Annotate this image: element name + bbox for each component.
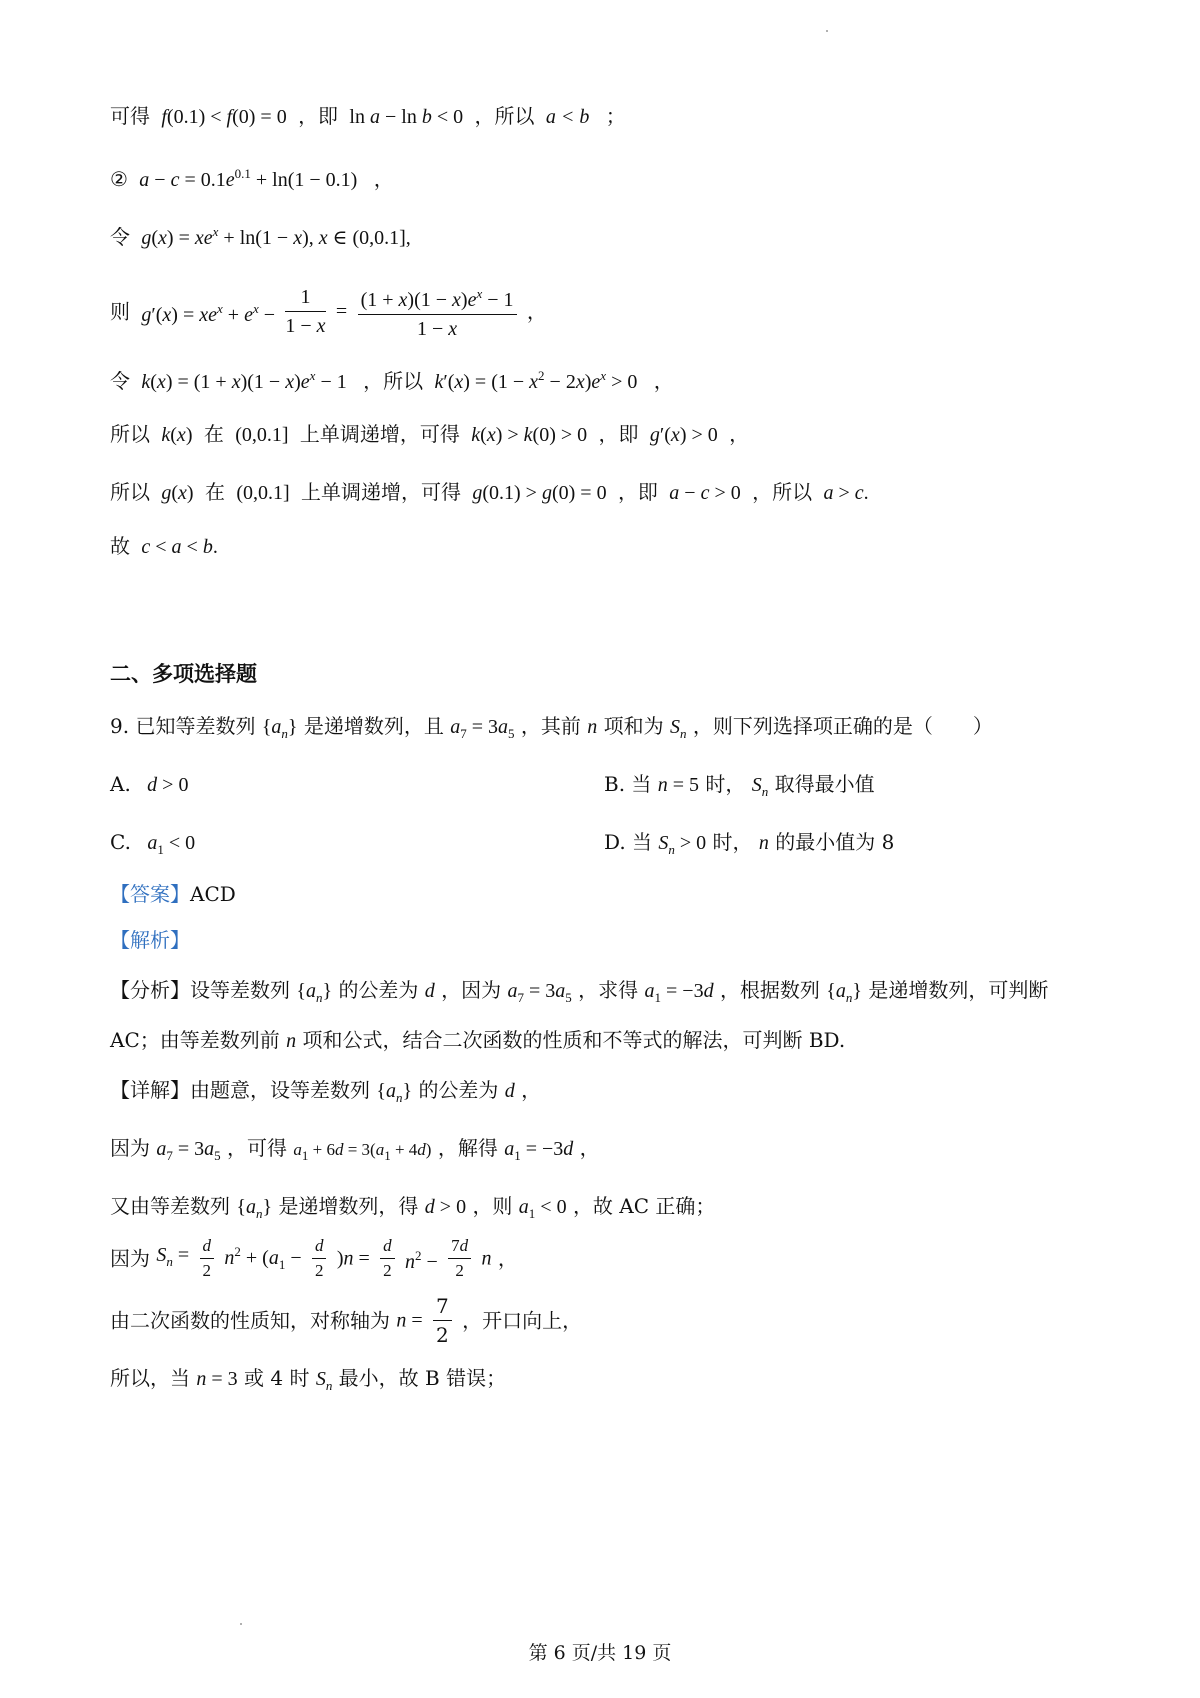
formula: $S_n$ <box>751 774 769 799</box>
formula: a > c. <box>818 482 869 504</box>
proof-line-8: 故 c < a < b. <box>110 534 218 558</box>
formula: n = 5 <box>657 774 700 796</box>
scan-dot <box>826 30 828 32</box>
formula: ln a − ln b < 0 <box>349 106 469 128</box>
proof-line-1: 可得 f(0.1) < f(0) = 0 ，即 ln a − ln b < 0 ，所以 a < b ； <box>110 104 626 128</box>
formula: $S_n > 0$ <box>658 832 707 857</box>
detail-line-2: 因为 $a_7 = 3a_5$ ，可得 $a_1 + 6d = 3(a_1 + 4d)$ ，解得 $a_1 = -3d$ ， <box>110 1136 600 1163</box>
formula: $a - c = 0.1e^{0.1} + \ln(1 - 0.1)$ <box>134 166 368 191</box>
formula: d <box>424 980 435 1002</box>
formula: $g'(x) = xe^x + e^x$ − <box>136 300 276 326</box>
section-title: 二、多项选择题 <box>110 662 257 686</box>
formula: g(x) <box>156 482 199 504</box>
option-d: D. 当 $S_n > 0$ 时， n 的最小值为 8 <box>604 830 895 857</box>
formula: $\{a_n\}$ <box>826 980 863 1005</box>
formula: d > 0 <box>137 774 189 796</box>
question-9: 9. 已知等差数列 $\{a_n\}$ 是递增数列，且 $a_7 = 3a_5$ ，其前 n 项和为 $S_n$ ，则下列选择项正确的是（ ） <box>110 714 993 741</box>
answer-label: 【答案】 <box>110 882 190 906</box>
proof-line-2: ② $a - c = 0.1e^{0.1} + \ln(1 - 0.1)$ ， <box>110 166 394 191</box>
formula: f(0.1) < f(0) = 0 <box>156 106 292 128</box>
analysis-label: 【解析】 <box>110 928 190 952</box>
formula: n = <box>396 1309 423 1332</box>
formula: $g(x) = xe^x + \ln(1 - x)$, x ∈ (0,0.1], <box>136 224 411 249</box>
fraction: $\frac{d}{2}$ <box>200 1236 215 1281</box>
page-footer: 第 6 页/共 19 页 <box>528 1642 672 1664</box>
formula: $\{a_n\}$ <box>236 1196 273 1221</box>
fraction: $\frac{1}{1 - x}$ <box>285 286 326 337</box>
formula: a < b <box>540 106 600 128</box>
formula: $a_1 < 0$ <box>518 1196 567 1221</box>
formula: k(x) > k(0) > 0 <box>466 424 593 446</box>
proof-line-6: 所以 k(x) 在 (0,0.1] 上单调递增，可得 k(x) > k(0) > 0 ，即 g′(x) > 0 ， <box>110 422 750 446</box>
detail-line-4: 因为 $S_n$ = $\frac{d}{2}$ $n^2 + (a_1$ − $\frac{d}{2}$ )n = $\frac{d}{2}$ $n^2$ − $\frac{7d}{2}$ n ， <box>110 1236 518 1280</box>
detail-line-6: 所以，当 n = 3 或 4 时 $S_n$ 最小，故 B 错误； <box>110 1366 507 1393</box>
formula: g′(x) > 0 <box>644 424 723 446</box>
formula: $k'(x) = (1 - x^2 - 2x)e^x > 0$ <box>429 368 648 393</box>
formula: $\{a_n\}$ <box>376 1080 413 1105</box>
formula: a − c > 0 <box>664 482 746 504</box>
formula: k(x) <box>156 424 198 446</box>
formula: $S_n$ = <box>156 1244 190 1269</box>
scan-dot <box>240 1623 242 1625</box>
analysis-line-2: AC；由等差数列前 n 项和公式，结合二次函数的性质和不等式的解法，可判断 BD. <box>110 1028 846 1052</box>
fraction: $\frac{d}{2}$ <box>380 1236 395 1281</box>
analysis-line-1: 【分析】设等差数列 $\{a_n\}$ 的公差为 d ，因为 $a_7 = 3a_5$ ，求得 $a_1 = -3d$ ，根据数列 $\{a_n\}$ 是递增数列，可判断 <box>110 978 1049 1005</box>
formula: n = 3 <box>196 1368 238 1390</box>
formula: n <box>286 1030 297 1052</box>
formula: c < a < b. <box>136 536 218 558</box>
formula: n <box>758 832 769 854</box>
formula: g(0.1) > g(0) = 0 <box>467 482 612 504</box>
answer-value: ACD <box>190 882 236 906</box>
proof-line-7: 所以 g(x) 在 (0,0.1] 上单调递增，可得 g(0.1) > g(0) = 0 ，即 a − c > 0 ，所以 a > c. <box>110 480 869 504</box>
formula: $S_n$ <box>315 1368 333 1393</box>
formula: (0,0.1] <box>231 482 295 504</box>
formula: $a_7 = 3a_5$ <box>450 716 515 741</box>
formula: d > 0 <box>424 1196 467 1218</box>
option-b: B. 当 n = 5 时， $S_n$ 取得最小值 <box>604 772 875 799</box>
detail-line-5: 由二次函数的性质知，对称轴为 n = $\frac{7}{2}$ ，开口向上， <box>110 1294 583 1347</box>
option-a: A. d > 0 <box>110 772 189 796</box>
proof-line-3: 令 $g(x) = xe^x + \ln(1 - x)$, x ∈ (0,0.1], <box>110 224 411 249</box>
fraction: $\frac{7d}{2}$ <box>448 1236 471 1281</box>
proof-line-5: 令 $k(x) = (1 + x)(1 - x)e^x - 1$ ，所以 $k'(x) = (1 - x^2 - 2x)e^x > 0$ ， <box>110 368 674 393</box>
formula: n <box>587 716 598 738</box>
formula: $a_1 = -3d$ <box>504 1138 574 1163</box>
formula: $a_1 + 6d = 3(a_1 + 4d)$ <box>293 1140 432 1163</box>
formula: $a_1 < 0$ <box>137 832 196 857</box>
fraction: $\frac{7}{2}$ <box>433 1294 452 1347</box>
formula: $\{a_n\}$ <box>261 716 298 741</box>
option-c: C. $a_1 < 0$ <box>110 830 196 857</box>
detail-line-1: 【详解】由题意，设等差数列 $\{a_n\}$ 的公差为 d ， <box>110 1078 542 1105</box>
formula: (0,0.1] <box>230 424 294 446</box>
formula: $a_1 = -3d$ <box>644 980 714 1005</box>
proof-line-4: 则 $g'(x) = xe^x + e^x$ − $\frac{1}{1 - x}$ = $\frac{(1 + x)(1 - x)e^x - 1}{1 - x}$ ， <box>110 282 547 341</box>
fraction: $\frac{d}{2}$ <box>312 1236 327 1281</box>
fraction: $\frac{(1 + x)(1 - x)e^x - 1}{1 - x}$ <box>358 282 517 341</box>
formula: $S_n$ <box>669 716 687 741</box>
formula: $a_7 = 3a_5$ <box>507 980 572 1005</box>
formula: $a_7 = 3a_5$ <box>156 1138 221 1163</box>
formula: $k(x) = (1 + x)(1 - x)e^x - 1$ <box>136 368 357 393</box>
formula: $\{a_n\}$ <box>296 980 333 1005</box>
detail-line-3: 又由等差数列 $\{a_n\}$ 是递增数列，得 d > 0 ，则 $a_1 < 0$ ，故 AC 正确； <box>110 1194 716 1221</box>
formula: d <box>504 1080 515 1102</box>
answer <box>110 880 236 908</box>
